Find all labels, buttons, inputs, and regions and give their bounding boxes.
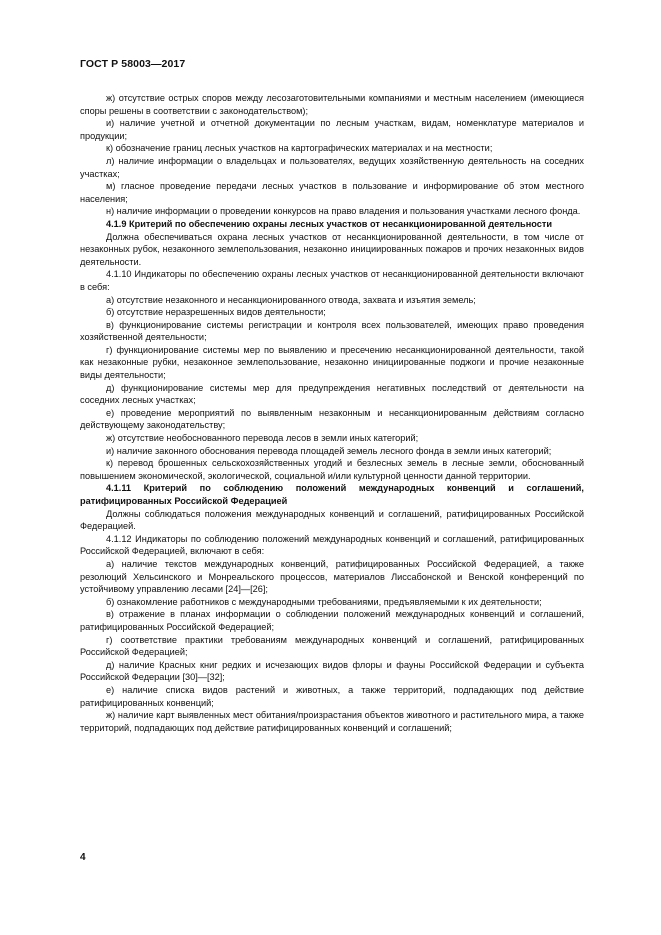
paragraph: л) наличие информации о владельцах и пользователях, ведущих хозяйственную деятельность на соседних участках; xyxy=(80,155,584,179)
paragraph: а) отсутствие незаконного и несанкционированного отвода, захвата и изъятия земель; xyxy=(106,294,476,305)
paragraph: б) ознакомление работников с международными требованиями, предъявляемыми к их деятельности; xyxy=(106,596,542,607)
paragraph: б) отсутствие неразрешенных видов деятельности; xyxy=(106,307,326,318)
paragraph: к) обозначение границ лесных участков на картографических материалах и на местности; xyxy=(106,143,493,154)
paragraph: 4.1.12 Индикаторы по соблюдению положений международных конвенций и соглашений, ратифицированных Российской Федерацией, включают в себя: xyxy=(80,533,584,557)
paragraph: м) гласное проведение передачи лесных участков в пользование и информирование об этом местного населения; xyxy=(80,181,584,204)
page-number: 4 xyxy=(80,852,86,863)
paragraph: Должны соблюдаться положения международных конвенций и соглашений, ратифицированных Российской Федерацией. xyxy=(80,508,584,532)
section-heading: 4.1.11 Критерий по соблюдению положений международных конвенций и соглашений, ратифицированных Российской Федерацией xyxy=(80,483,584,506)
paragraph: а) наличие текстов международных конвенций, ратифицированных Российской Федерацией, а также резолюций Хельсинского и Монреальского процессов, материалов Лиссабонской и Венской конференций по устойчивому управлению лесами [24]—[26]; xyxy=(80,558,584,595)
paragraph: е) проведение мероприятий по выявленным незаконным и несанкционированным действиям согласно действующему законодательству; xyxy=(80,407,584,431)
paragraph: г) функционирование системы мер по выявлению и пресечению несанкционированной деятельности, такой как незаконные рубки, незаконное землепользование, незаконно инициированные поджоги и прочие незаконные виды деятельности; xyxy=(80,344,584,381)
paragraph: Должна обеспечиваться охрана лесных участков от несанкционированной деятельности, в том числе от незаконных рубок, незаконного землепользования, незаконно инициированных пожаров и прочих незаконных видов деятельности. xyxy=(80,231,584,267)
document-body xyxy=(80,92,584,734)
section-heading: 4.1.9 Критерий по обеспечению охраны лесных участков от несанкционированной деятельности xyxy=(106,218,553,229)
paragraph: к) перевод брошенных сельскохозяйственных угодий и безлесных земель в лесные земли, обоснованный повышением экономической, экологической, социальной и/или культурной ценности данной территории. xyxy=(80,458,584,481)
paragraph: в) функционирование системы регистрации и контроля всех пользователей, имеющих право проведения хозяйственной деятельности; xyxy=(80,319,584,343)
paragraph: 4.1.10 Индикаторы по обеспечению охраны лесных участков от несанкционированной деятельности включают в себя: xyxy=(80,269,584,292)
paragraph: д) наличие Красных книг редких и исчезающих видов флоры и фауны Российской Федерации и субъекта Российской Федерации [30]—[32]; xyxy=(80,659,584,683)
paragraph: ж) отсутствие необоснованного перевода лесов в земли иных категорий; xyxy=(106,433,419,444)
paragraph: в) отражение в планах информации о соблюдении положений международных конвенций и соглашений, ратифицированных Российской Федерацией; xyxy=(80,609,584,632)
document-header: ГОСТ Р 58003—2017 xyxy=(80,58,186,70)
paragraph: и) наличие учетной и отчетной документации по лесным участкам, видам, номенклатуре материалов и продукции; xyxy=(80,118,584,141)
paragraph: н) наличие информации о проведении конкурсов на право владения и пользования участками лесного фонда. xyxy=(106,206,581,217)
paragraph: г) соответствие практики требованиям международных конвенций и соглашений, ратифицированных Российской Федерацией; xyxy=(80,634,584,658)
paragraph: е) наличие списка видов растений и животных, а также территорий, подпадающих под действие ратифицированных конвенций; xyxy=(80,684,584,708)
paragraph: д) функционирование системы мер для предупреждения негативных последствий от деятельности на соседних лесных участках; xyxy=(80,382,584,406)
paragraph: ж) наличие карт выявленных мест обитания/произрастания объектов животного и растительного мира, а также территорий, подпадающих под действие ратифицированных конвенций и соглашений; xyxy=(80,710,584,733)
paragraph: и) наличие законного обоснования перевода площадей земель лесного фонда в земли иных категорий; xyxy=(106,445,552,456)
paragraph: ж) отсутствие острых споров между лесозаготовительными компаниями и местным населением (имеющиеся споры решены в соответствии с законодательством); xyxy=(80,93,584,116)
